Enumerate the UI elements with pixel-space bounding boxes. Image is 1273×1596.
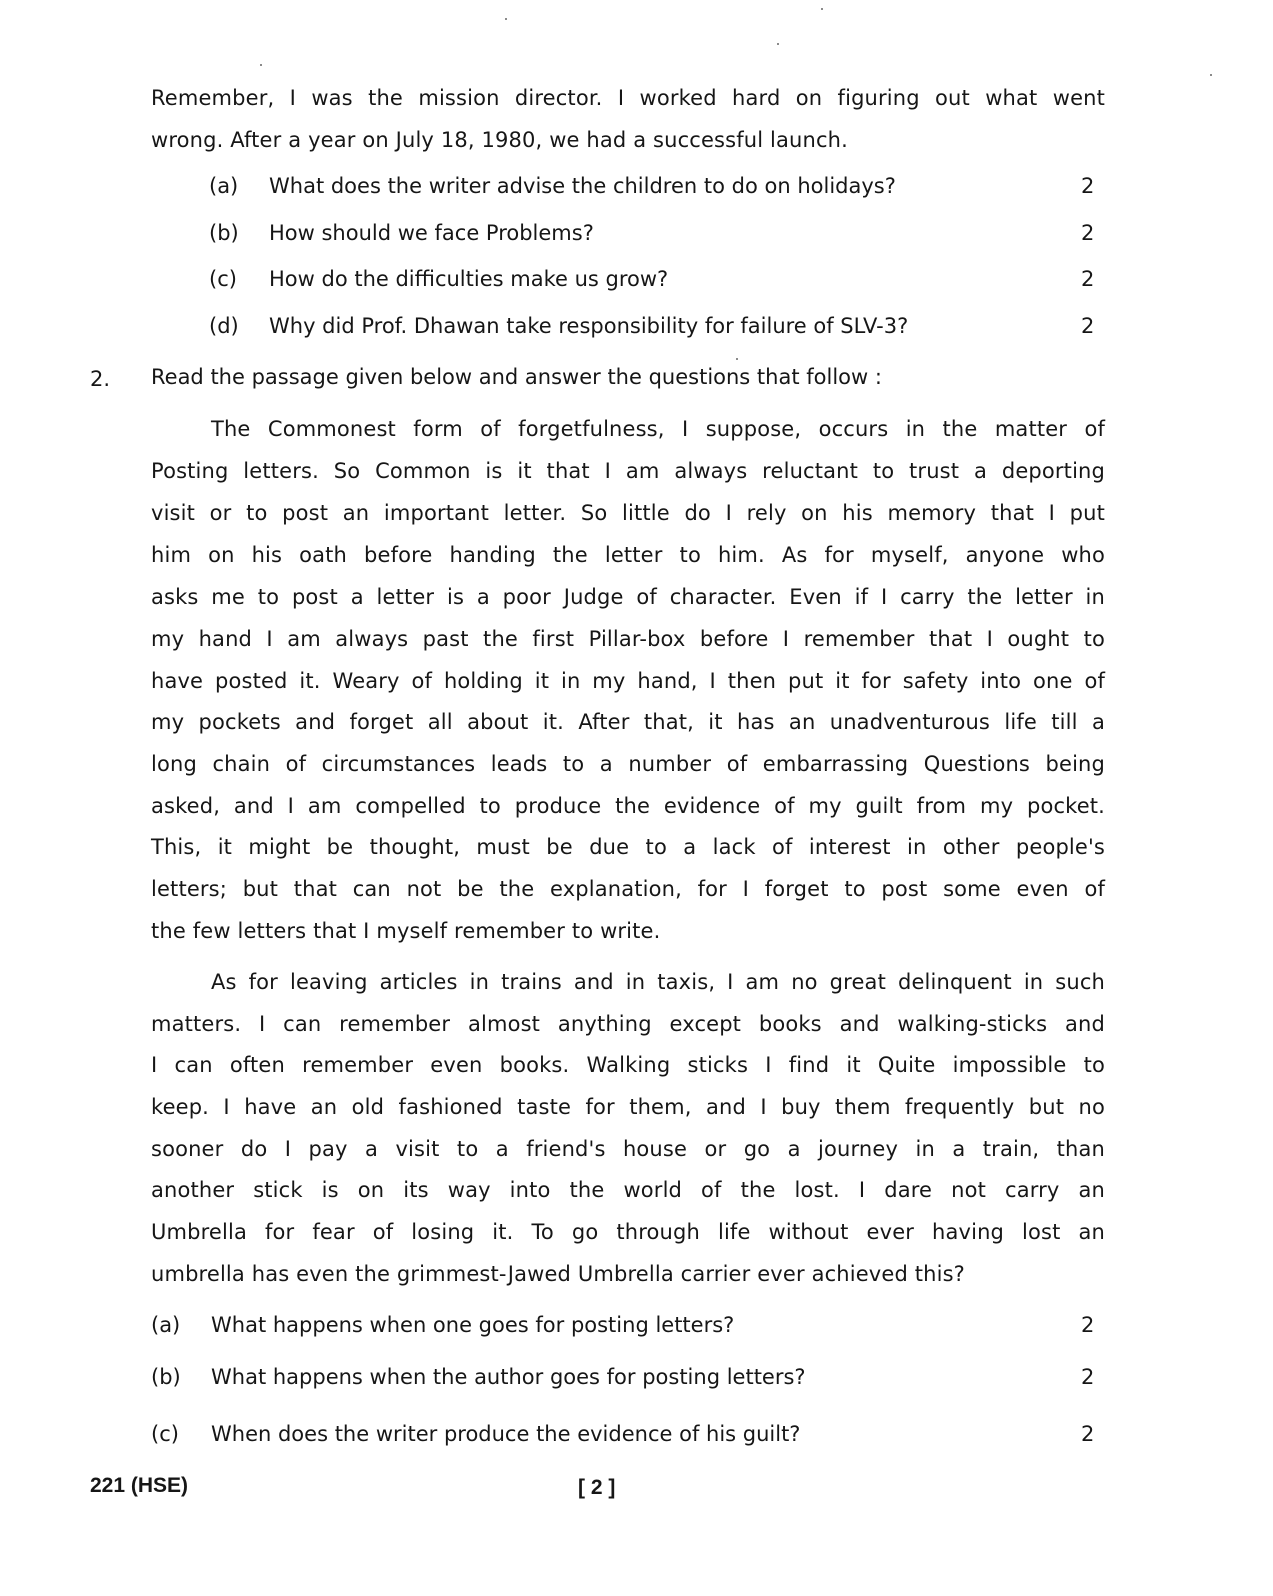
passage-line: asked, and I am compelled to produce the evidence of my guilt from my pocket. (151, 794, 1105, 818)
question-text: What does the writer advise the children to do on holidays? (269, 174, 896, 198)
passage-line: visit or to post an important letter. So little do I rely on his memory that I put (151, 501, 1105, 525)
question-label: (a) (209, 174, 239, 198)
passage-line: matters. I can remember almost anything except books and walking-sticks and (151, 1012, 1105, 1036)
question-label: (a) (151, 1313, 181, 1337)
passage-line: As for leaving articles in trains and in taxis, I am no great delinquent in such (211, 970, 1105, 994)
paper-code: 221 (HSE) (90, 1474, 189, 1497)
passage-line: long chain of circumstances leads to a number of embarrassing Questions being (151, 752, 1105, 776)
question-label: (b) (151, 1365, 181, 1389)
question-label: (b) (209, 221, 239, 245)
passage-line: him on his oath before handing the letter to him. As for myself, anyone who (151, 543, 1105, 567)
passage-line: keep. I have an old fashioned taste for them, and I buy them frequently but no (151, 1095, 1105, 1119)
question-text: How do the difficulties make us grow? (269, 267, 669, 291)
passage-line: the few letters that I myself remember to write. (151, 919, 661, 943)
question-instruction: Read the passage given below and answer the questions that follow : (151, 365, 882, 389)
question-label: (c) (151, 1422, 179, 1446)
passage-line: Remember, I was the mission director. I worked hard on figuring out what went (151, 86, 1105, 110)
passage-line: umbrella has even the grimmest-Jawed Umbrella carrier ever achieved this? (151, 1262, 965, 1286)
scan-speck (505, 18, 507, 20)
question-label: (c) (209, 267, 237, 291)
passage-line: This, it might be thought, must be due to a lack of interest in other people's (151, 835, 1105, 859)
question-text: When does the writer produce the evidence of his guilt? (211, 1422, 801, 1446)
passage-line: sooner do I pay a visit to a friend's house or go a journey in a train, than (151, 1137, 1105, 1161)
question-number: 2. (90, 367, 111, 391)
passage-line: The Commonest form of forgetfulness, I suppose, occurs in the matter of (211, 417, 1105, 441)
question-text: What happens when the author goes for posting letters? (211, 1365, 806, 1389)
passage-line: letters; but that can not be the explanation, for I forget to post some even of (151, 877, 1105, 901)
question-marks: 2 (1081, 1365, 1095, 1389)
passage-line: my pockets and forget all about it. After that, it has an unadventurous life till a (151, 710, 1105, 734)
question-marks: 2 (1081, 174, 1095, 198)
passage-line: I can often remember even books. Walking sticks I find it Quite impossible to (151, 1053, 1105, 1077)
passage-line: Umbrella for fear of losing it. To go through life without ever having lost an (151, 1220, 1105, 1244)
question-text: Why did Prof. Dhawan take responsibility for failure of SLV-3? (269, 314, 909, 338)
passage-line: another stick is on its way into the world of the lost. I dare not carry an (151, 1178, 1105, 1202)
question-marks: 2 (1081, 314, 1095, 338)
passage-line: have posted it. Weary of holding it in my hand, I then put it for safety into one of (151, 669, 1105, 693)
question-marks: 2 (1081, 1313, 1095, 1337)
question-marks: 2 (1081, 221, 1095, 245)
scan-speck (821, 8, 823, 10)
scan-speck (260, 64, 262, 66)
page-number: [ 2 ] (578, 1476, 616, 1499)
passage-line: asks me to post a letter is a poor Judge of character. Even if I carry the letter in (151, 585, 1105, 609)
question-marks: 2 (1081, 1422, 1095, 1446)
scan-speck (777, 43, 779, 45)
scan-speck (736, 358, 738, 360)
question-text: What happens when one goes for posting letters? (211, 1313, 735, 1337)
passage-line: wrong. After a year on July 18, 1980, we had a successful launch. (151, 128, 848, 152)
question-label: (d) (209, 314, 239, 338)
question-text: How should we face Problems? (269, 221, 594, 245)
scan-speck (1210, 74, 1212, 76)
question-marks: 2 (1081, 267, 1095, 291)
passage-line: Posting letters. So Common is it that I am always reluctant to trust a deporting (151, 459, 1105, 483)
passage-line: my hand I am always past the first Pillar-box before I remember that I ought to (151, 627, 1105, 651)
